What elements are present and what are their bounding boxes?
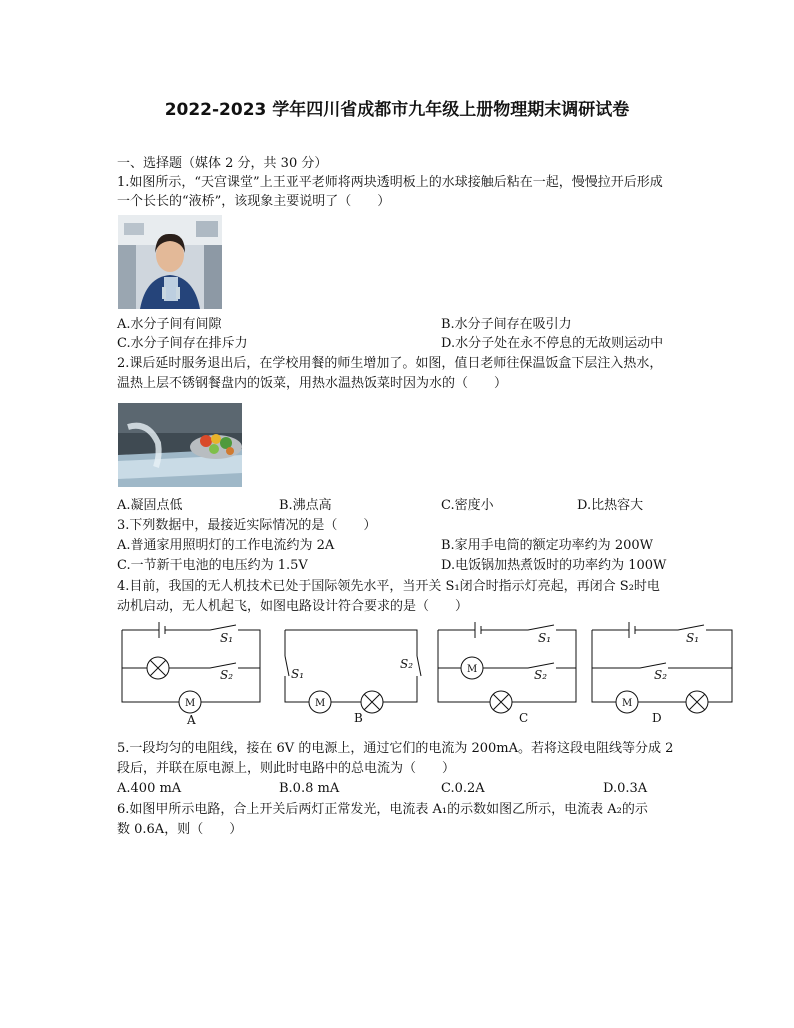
- q5-option-b: B.0.8 mA: [279, 781, 340, 796]
- circuit-b-label: B: [354, 711, 363, 725]
- tiangong-classroom-photo: [118, 215, 222, 309]
- q4-stem-line1: 4.目前，我国的无人机技术已处于国际领先水平，当开关 S₁闭合时指示灯亮起，再闭合 S₂时电: [117, 579, 660, 594]
- circuit-c-s2-label: S₂: [534, 668, 548, 682]
- circuit-c-motor-label: M: [467, 664, 478, 675]
- q5-option-c: C.0.2A: [441, 781, 485, 796]
- q2-option-d: D.比热容大: [577, 498, 644, 513]
- q3-stem: 3.下列数据中，最接近实际情况的是（ ）: [117, 518, 377, 533]
- q1-option-a: A.水分子间有间隙: [117, 317, 222, 332]
- circuit-d-label: D: [652, 711, 662, 725]
- circuit-d-s1-label: S₁: [686, 631, 700, 645]
- circuit-a-s2-label: S₂: [220, 668, 234, 682]
- circuit-d-s2-label: S₂: [654, 668, 668, 682]
- q1-stem-line1: 1.如图所示，“天宫课堂”上王亚平老师将两块透明板上的水球接触后粘在一起，慢慢拉开后形成: [117, 175, 663, 190]
- q1-option-b: B.水分子间存在吸引力: [441, 317, 572, 332]
- q2-option-c: C.密度小: [441, 498, 494, 513]
- page-title: 2022-2023 学年四川省成都市九年级上册物理期末调研试卷: [164, 100, 630, 120]
- q6-stem-line2: 数 0.6A，则（ ）: [117, 822, 243, 837]
- q2-stem-line1: 2.课后延时服务退出后，在学校用餐的师生增加了。如图，值日老师往保温饭盒下层注入热水，: [117, 356, 663, 371]
- q3-option-d: D.电饭锅加热煮饭时的功率约为 100W: [441, 558, 667, 573]
- q5-option-d: D.0.3A: [603, 781, 648, 796]
- circuit-b-s2-label: S₂: [400, 657, 414, 671]
- q3-option-b: B.家用手电筒的额定功率约为 200W: [441, 538, 653, 553]
- circuit-a-s1-label: S₁: [220, 631, 234, 645]
- lunchbox-hot-water-photo: [118, 403, 242, 487]
- section-heading: 一、选择题（媒体 2 分，共 30 分）: [117, 156, 328, 171]
- circuit-d-motor-label: M: [622, 698, 633, 709]
- q2-stem-line2: 温热上层不锈钢餐盘内的饭菜，用热水温热饭菜时因为水的（ ）: [117, 376, 508, 391]
- q1-stem-line2: 一个长长的“液桥”，该现象主要说明了（ ）: [117, 194, 391, 209]
- circuit-c-label: C: [519, 711, 529, 725]
- q6-stem-line1: 6.如图甲所示电路，合上开关后两灯正常发光，电流表 A₁的示数如图乙所示，电流表 A₂的示: [117, 802, 648, 817]
- q5-stem-line1: 5.一段均匀的电阻线，接在 6V 的电源上，通过它们的电流为 200mA。若将这段电阻线等分成 2: [117, 741, 674, 756]
- q1-option-d: D.水分子处在永不停息的无故则运动中: [441, 336, 664, 351]
- q4-circuit-diagrams: [110, 618, 750, 730]
- circuit-c-s1-label: S₁: [538, 631, 552, 645]
- q3-option-c: C.一节新干电池的电压约为 1.5V: [117, 558, 308, 573]
- q2-option-b: B.沸点高: [279, 498, 332, 513]
- circuit-b-motor-label: M: [315, 698, 326, 709]
- q5-stem-line2: 段后，并联在原电源上，则此时电路中的总电流为（ ）: [117, 761, 456, 776]
- q3-option-a: A.普通家用照明灯的工作电流约为 2A: [117, 538, 335, 553]
- circuit-a-label: A: [187, 713, 196, 727]
- q2-option-a: A.凝固点低: [117, 498, 183, 513]
- circuit-a-motor-label: M: [185, 698, 196, 709]
- q5-option-a: A.400 mA: [117, 781, 182, 796]
- q4-stem-line2: 动机启动，无人机起飞，如图电路设计符合要求的是（ ）: [117, 599, 469, 614]
- circuit-b-s1-label: S₁: [291, 667, 305, 681]
- q1-option-c: C.水分子间存在排斥力: [117, 336, 248, 351]
